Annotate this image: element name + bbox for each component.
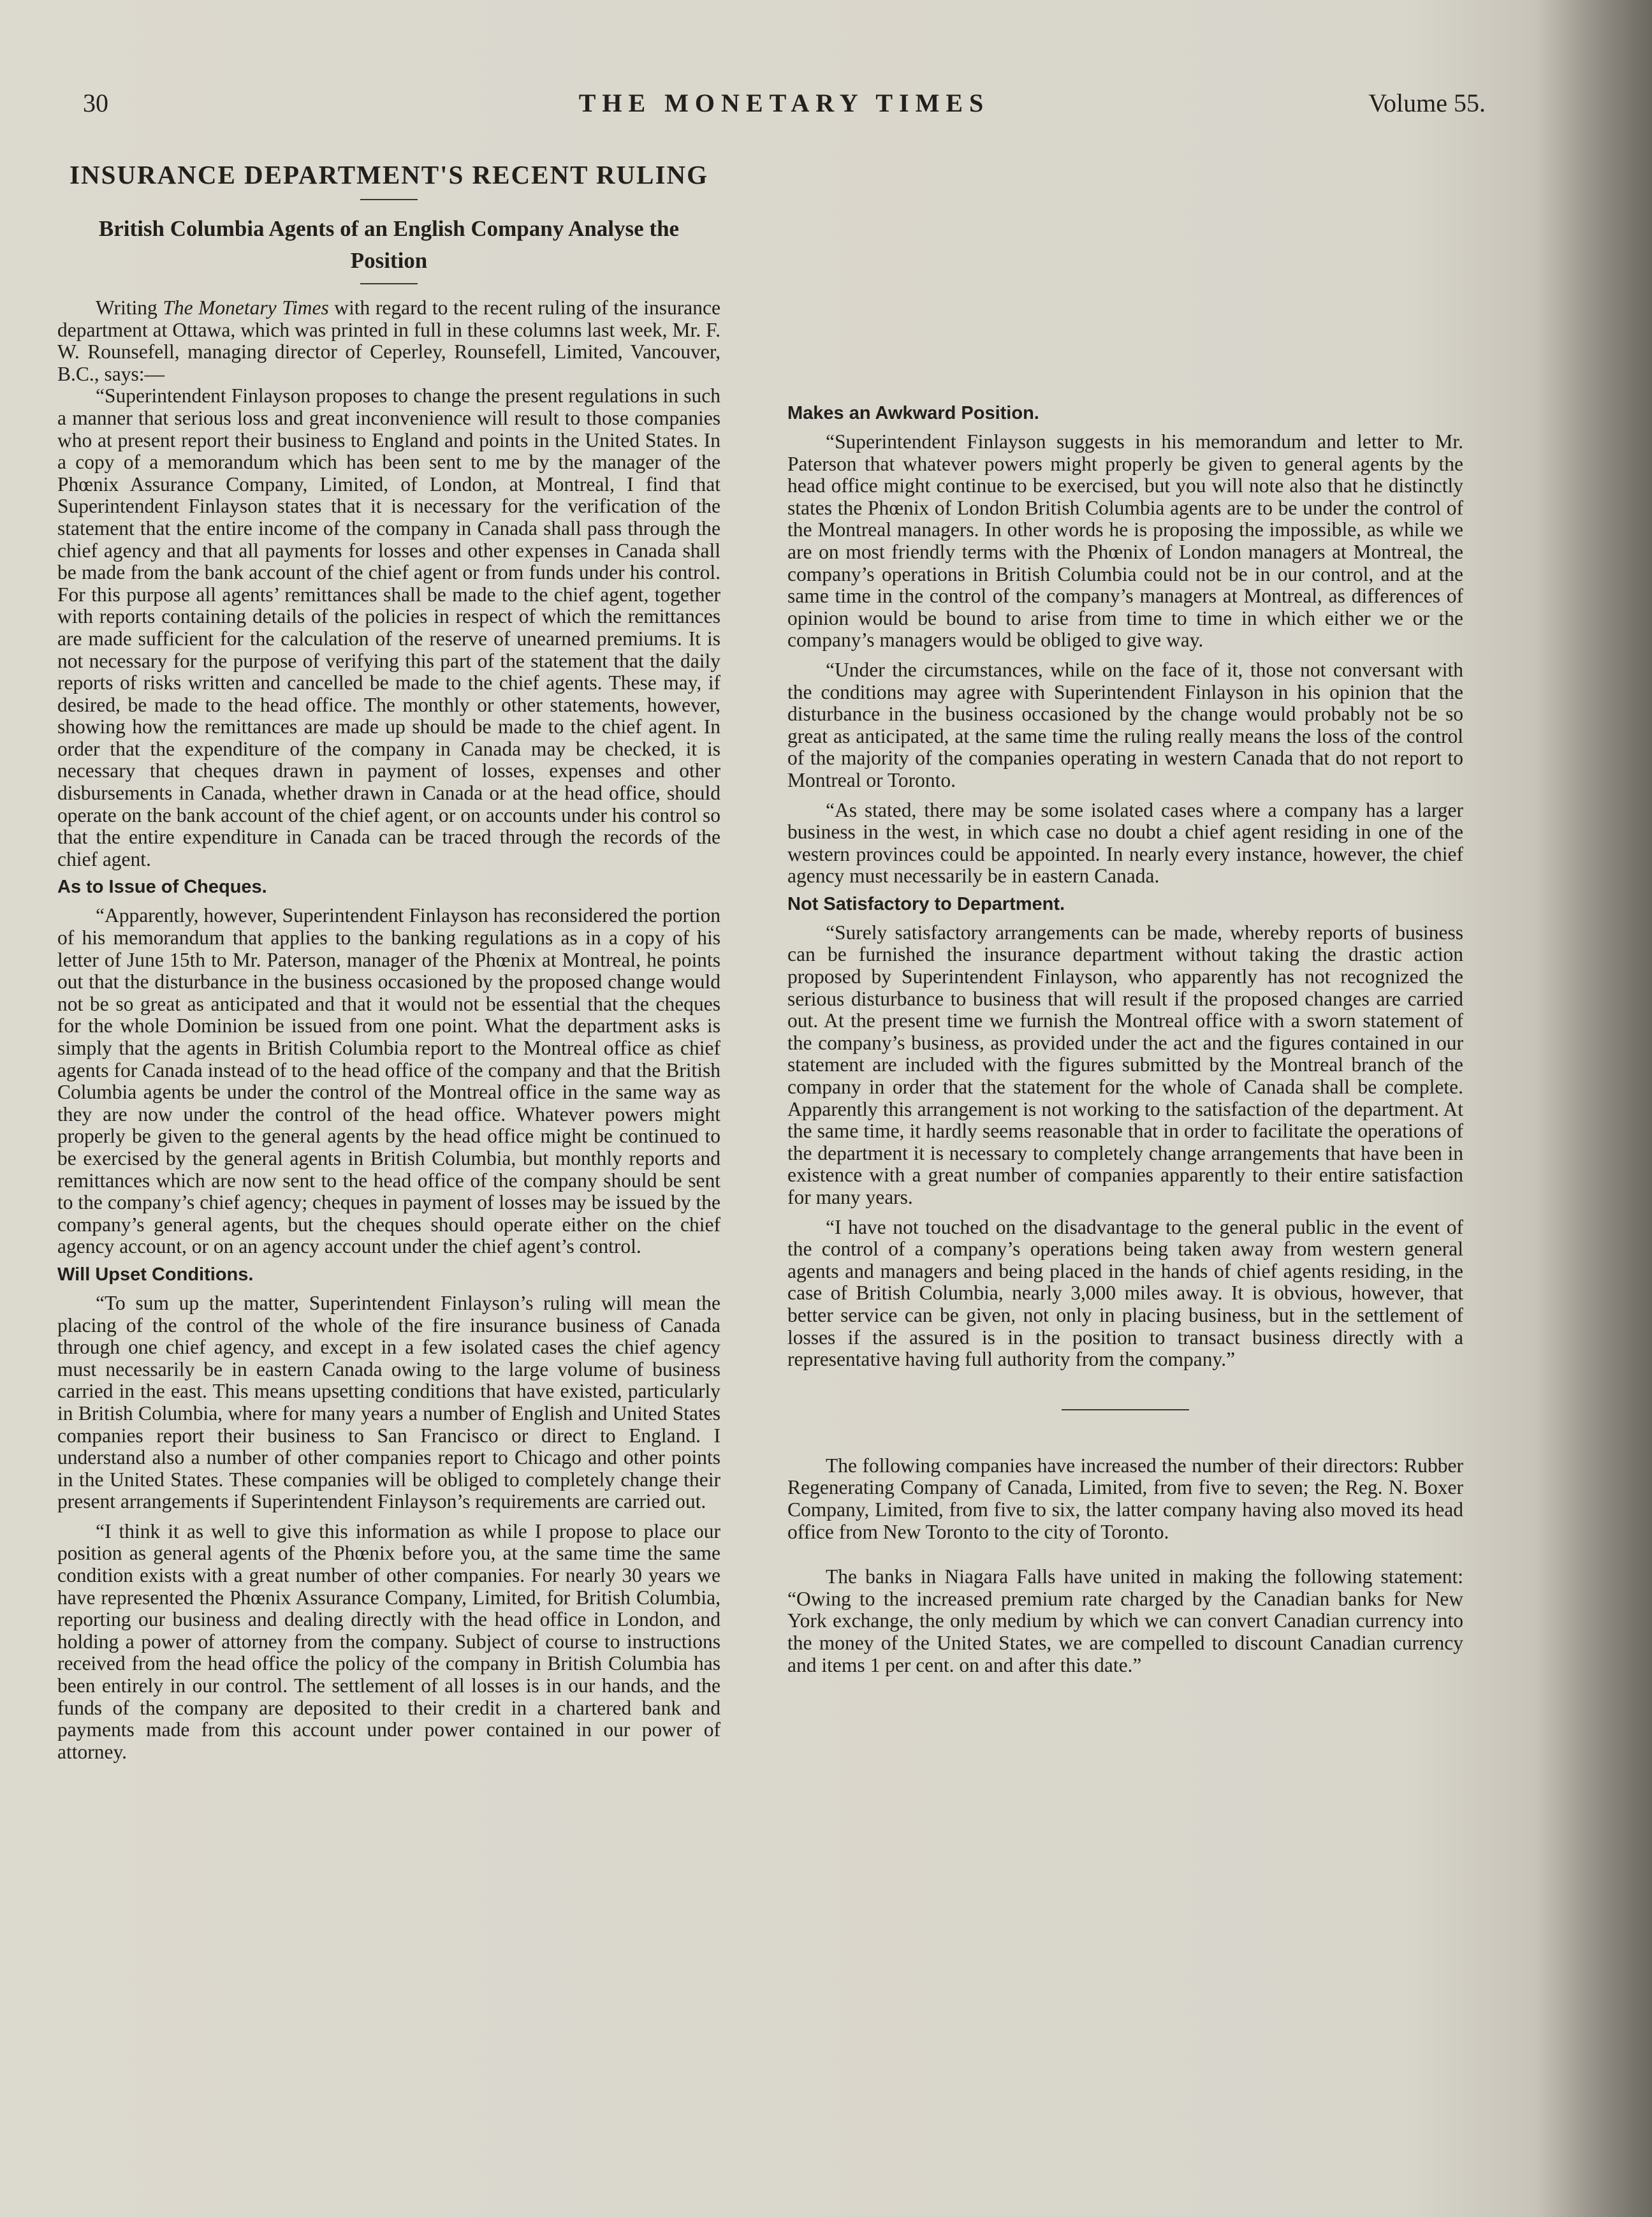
paragraph-1: “Superintendent Finlayson proposes to change the present regulations in such a manner that serious loss and great inconvenience will result to those companies who at present report their business to England and points in the United States. In a copy of a memorandum which has been sent to me by the manager of the Phœnix Assurance Company, Limited, of London, at Montreal, I find that Superintendent Finlayson states that it is necessary for the verification of the statement that the entire income of the company in Canada shall pass through the chief agency and that all payments for losses and other expenses in Canada shall be made from the bank account of the chief agent or from funds under his control. For this purpose all agents’ remittances shall be made to the chief agent, together with reports containing details of the policies in respect of which the remittances are made sufficient for the calculation of the reserve of unearned premiums. It is not necessary for the purpose of verifying this part of the statement that the daily reports of risks written and cancelled be made to the chief agents. These may, if desired, be made to the head office. The monthly or other statements, however, showing how the remittances are made up should be made to the chief agent. In order that the expenditure of the company in Canada may be checked, it is necessary that cheques drawn in payment of losses, expenses and other disbursements in Canada, whether drawn in Canada or at the head office, should operate on the bank account of the chief agent, or on accounts under his control so that the entire expenditure in Canada can be traced through the records of the chief agent. xyxy=(57,384,720,870)
section-heading-upset: Will Upset Conditions. xyxy=(57,1264,254,1285)
intro-before: Writing xyxy=(96,296,163,319)
title-rule xyxy=(360,199,418,200)
paragraph-9: “I have not touched on the disadvantage to the general public in the event of the control of a company’s operations being taken away from western general agents and managers and being placed in the hands of chief agents residing, in the case of British Columbia, nearly 3,000 miles away. It is obvious, however, that better service can be given, not only in placing business, but in the settlement of losses if the assured is in the position to transact business directly with a representative having full authority from the company.” xyxy=(787,1215,1463,1371)
page-number: 30 xyxy=(83,89,108,117)
section-heading-awkward: Makes an Awkward Position. xyxy=(787,403,1039,423)
section-heading-department: Not Satisfactory to Department. xyxy=(787,893,1065,914)
journal-title: THE MONETARY TIMES xyxy=(578,89,990,117)
note-directors: The following companies have increased the number of their directors: Rubber Regenerating Company of Canada, Limited, from five to seven; the Reg. N. Boxer Company, Limited, from five to six, the latter company having also moved its head office from New Toronto to the city of Toronto. xyxy=(787,1454,1463,1543)
paragraph-8: “Surely satisfactory arrangements can be made, whereby reports of business can be furnished the insurance department without taking the drastic action proposed by Superintendent Finlayson, who apparently has not recognized the serious disturbance to business that will result if the proposed changes are carried out. At the present time we furnish the Montreal office with a sworn statement of the company’s business, as provided under the act and the figures contained in our statement are included with the figures submitted by the Montreal branch of the company in order that the statement for the whole of Canada shall be complete. Apparently this arrangement is not working to the satisfaction of the department. At the same time, it hardly seems reasonable that in order to facilitate the operations of the department it is necessary to completely change arrangements that have been in existence with a great number of companies apparently to their entire satisfaction for many years. xyxy=(787,921,1463,1208)
paragraph-3: “To sum up the matter, Superintendent Finlayson’s ruling will mean the placing of the control of the whole of the fire insurance business of Canada through one chief agency, and except in a few isolated cases the chief agency must necessarily be in eastern Canada owing to the large volume of business carried in the east. This means upsetting conditions that have existed, particularly in British Columbia, where for many years a number of English and United States companies report their business to San Francisco or direct to England. I understand also a number of other companies report to Chicago and other points in the United States. These companies will be obliged to completely change their present arrangements if Superintendent Finlayson’s requirements are carried out. xyxy=(57,1291,720,1513)
subtitle-rule xyxy=(360,283,418,284)
section-divider xyxy=(1062,1409,1189,1410)
paragraph-2: “Apparently, however, Superintendent Finlayson has reconsidered the portion of his memorandum that applies to the banking regulations as in a copy of his letter of June 15th to Mr. Paterson, manager of the Phœnix at Montreal, he points out that the disturbance in the business occasioned by the proposed change would not be so great as anticipated and that it would not be essential that the cheques for the whole Dominion be issued from one point. What the department asks is simply that the agents in British Columbia report to the Montreal office as chief agents for Canada instead of to the head office of the company and that the British Columbia agents be under the control of the Montreal office in the same way as they are now under the control of the head office. Whatever powers might properly be given to the general agents by the head office might be continued to be exercised by the general agents in British Columbia, but monthly reports and remittances which are now sent to the head office of the company should be sent to the company’s chief agency; cheques in payment of losses may be issued by the company’s general agents, but the cheques should operate either on the chief agency account, or on an agency account under the chief agent’s control. xyxy=(57,904,720,1258)
paragraph-5: “Superintendent Finlayson suggests in his memorandum and letter to Mr. Paterson that whatever powers might properly be given to general agents by the head office might continue to be exercised, but you will note also that he distinctly states the Phœnix of London British Columbia agents are to be under the control of the Montreal managers. In other words he is proposing the impossible, as while we are on most friendly terms with the Phœnix of London managers at Montreal, the company’s operations in British Columbia could not be in our control, and at the same time in the control of the company’s managers at Montreal, as differences of opinion would be bound to arise from time to time in which either we or the company’s managers would be obliged to give way. xyxy=(787,430,1463,652)
article-title: INSURANCE DEPARTMENT'S RECENT RULING xyxy=(69,160,708,189)
note-niagara-banks: The banks in Niagara Falls have united in making the following statement: “Owing to the increased premium rate charged by the Canadian banks for New York exchange, the only medium by which we can convert Canadian currency into the money of the United States, we are compelled to discount Canadian currency and items 1 per cent. on and after this date.” xyxy=(787,1565,1463,1676)
paragraph-4: “I think it as well to give this information as while I propose to place our position as general agents of the Phœnix before you, at the same time the same condition exists with a great number of other companies. For nearly 30 years we have represented the Phœnix Assurance Company, Limited, for British Columbia, reporting our business and dealing directly with the head office in London, and holding a power of attorney from the company. Subject of course to instructions received from the head office the policy of the company in British Columbia has been entirely in our control. The settlement of all losses is in our hands, and the funds of the company are deposited to their credit in a chartered bank and payments made from this account under power contained in our power of attorney. xyxy=(57,1519,720,1763)
intro-after: with regard to the recent ruling of the insurance department at Ottawa, which was printed in full in these columns last week, Mr. F. W. Rounsefell, managing director of Ceperley, Rounsefell, Limited, Vancouver, B.C., says:— xyxy=(57,296,721,385)
volume-label: Volume 55. xyxy=(1368,89,1486,117)
page-header xyxy=(83,88,1486,126)
right-column xyxy=(787,159,1463,1676)
section-heading-cheques: As to Issue of Cheques. xyxy=(57,877,267,898)
article-subtitle: British Columbia Agents of an English Company Analyse the Position xyxy=(98,216,680,273)
paragraph-7: “As stated, there may be some isolated cases where a company has a larger business in the west, in which case no doubt a chief agent residing in one of the western provinces could be appointed. In nearly every instance, however, the chief agency must necessarily be in eastern Canada. xyxy=(787,798,1463,888)
left-column xyxy=(57,159,720,1763)
intro-paragraph xyxy=(57,297,720,385)
paragraph-6: “Under the circumstances, while on the face of it, those not conversant with the conditions may agree with Superintendent Finlayson in his opinion that the disturbance in the business occasioned by the change would probably not be so great as anticipated, at the same time the ruling really means the loss of the control of the majority of the companies operating in western Canada that do not report to Montreal or Toronto. xyxy=(787,658,1463,791)
publication-name: The Monetary Times xyxy=(163,296,329,319)
